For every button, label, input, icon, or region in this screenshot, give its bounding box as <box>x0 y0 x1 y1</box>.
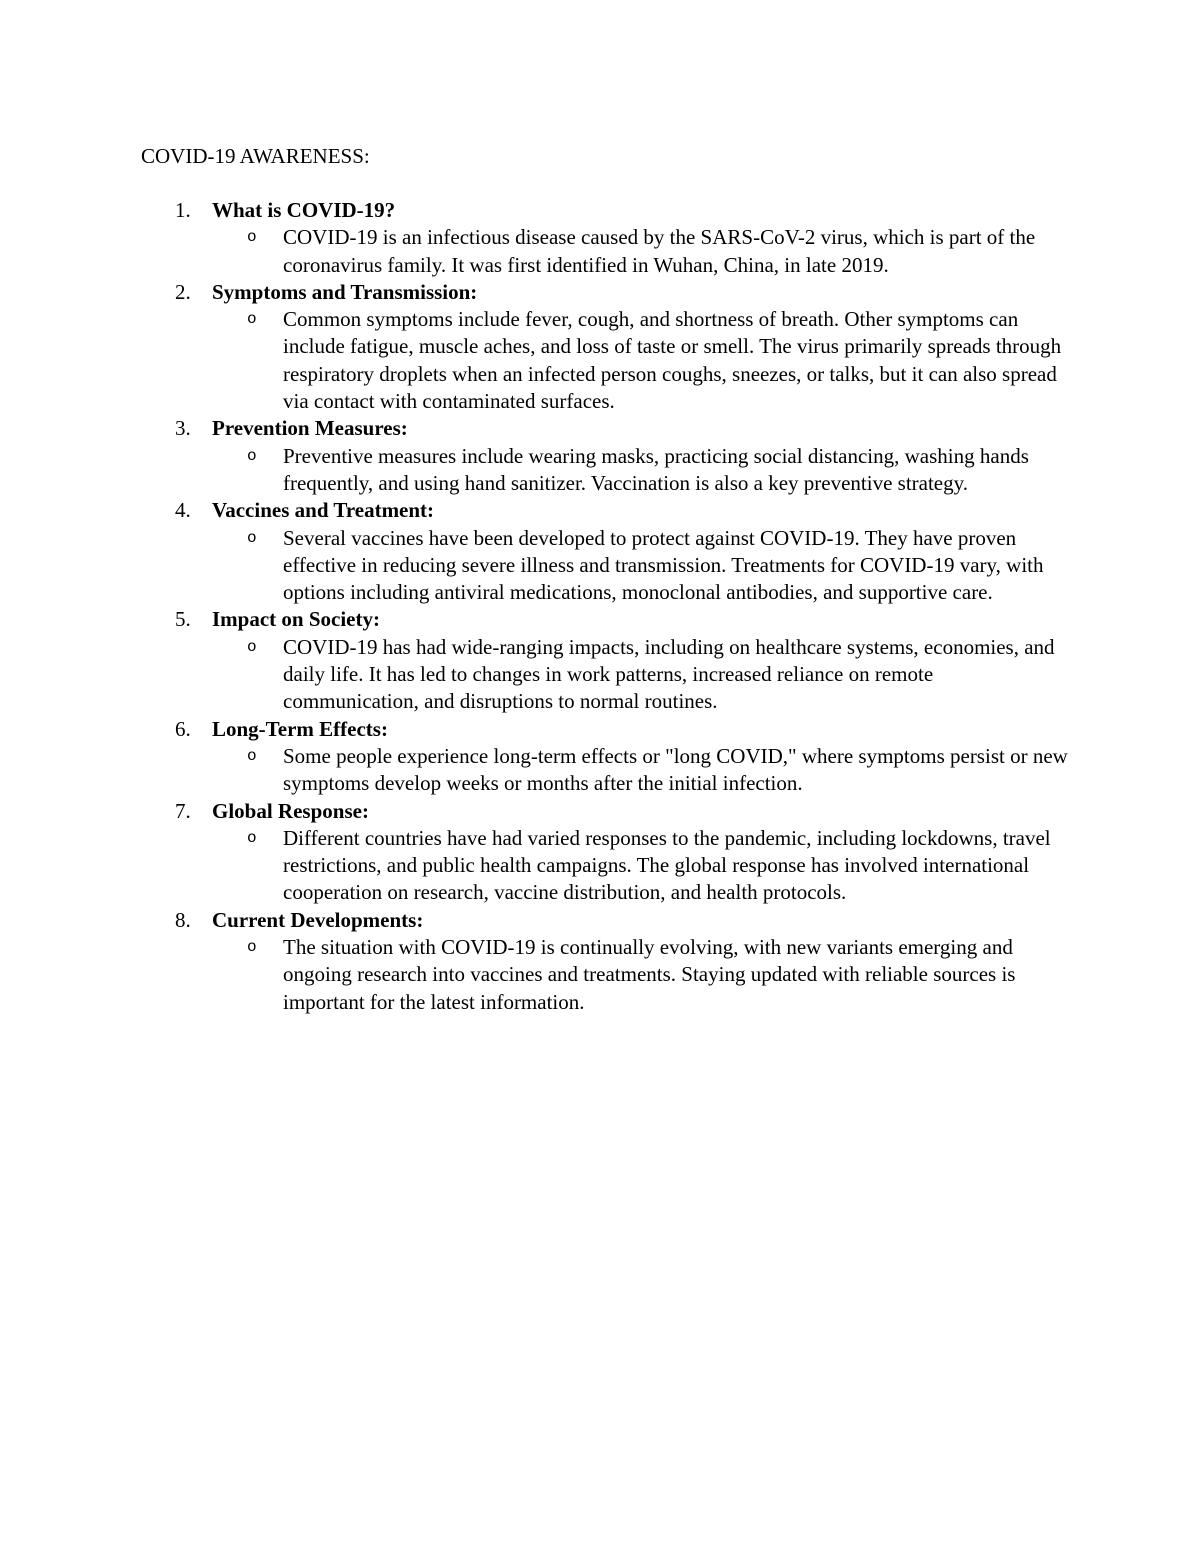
section-list <box>0 197 1200 1016</box>
bullet-list <box>0 525 1200 607</box>
section-number: 2. <box>175 279 191 304</box>
bullet-circle-icon: o <box>247 746 257 765</box>
section-number: 5. <box>175 607 191 632</box>
bullet-item <box>0 934 1200 1016</box>
section-heading: Long-Term Effects: <box>212 716 388 741</box>
bullet-list <box>0 743 1200 798</box>
section-item <box>0 415 1200 497</box>
section-item <box>0 606 1200 715</box>
bullet-text: Several vaccines have been developed to protect against COVID-19. They have proven effective in reducing severe illness and transmission. Treatments for COVID-19 vary, with options including antiviral medications, monoclonal antibodies, and supportive care. <box>283 525 1044 605</box>
bullet-circle-icon: o <box>247 228 257 247</box>
bullet-list <box>0 224 1200 279</box>
bullet-list <box>0 825 1200 907</box>
bullet-item <box>0 306 1200 415</box>
section-item <box>0 497 1200 606</box>
bullet-list <box>0 306 1200 415</box>
bullet-item <box>0 224 1200 279</box>
section-item <box>0 798 1200 907</box>
bullet-circle-icon: o <box>247 310 257 329</box>
bullet-text: COVID-19 has had wide-ranging impacts, including on healthcare systems, economies, and daily life. It has led to changes in work patterns, increased reliance on remote communication, and disruptions to normal routines. <box>283 634 1055 714</box>
bullet-item <box>0 525 1200 607</box>
bullet-item <box>0 634 1200 716</box>
bullet-circle-icon: o <box>247 828 257 847</box>
section-number: 3. <box>175 416 191 441</box>
bullet-circle-icon: o <box>247 637 257 656</box>
bullet-circle-icon: o <box>247 938 257 957</box>
section-item <box>0 716 1200 798</box>
bullet-text: Preventive measures include wearing masks, practicing social distancing, washing hands frequently, and using hand sanitizer. Vaccination is also a key preventive strategy. <box>283 443 1029 495</box>
section-heading: Vaccines and Treatment: <box>212 498 435 523</box>
section-number: 1. <box>175 198 191 222</box>
bullet-item <box>0 443 1200 498</box>
section-number: 4. <box>175 498 191 523</box>
section-heading: What is COVID-19? <box>212 198 396 222</box>
section-heading: Current Developments: <box>212 907 424 932</box>
bullet-list <box>0 634 1200 716</box>
bullet-list <box>0 443 1200 498</box>
bullet-text: Some people experience long-term effects or "long COVID," where symptoms persist or new symptoms develop weeks or months after the initial infection. <box>283 743 1068 796</box>
bullet-item <box>0 743 1200 798</box>
section-heading: Symptoms and Transmission: <box>212 279 478 304</box>
section-heading: Prevention Measures: <box>212 416 408 441</box>
bullet-text: Common symptoms include fever, cough, and shortness of breath. Other symptoms can include fatigue, muscle aches, and loss of taste or smell. The virus primarily spreads through respiratory droplets when an infected person coughs, sneezes, or talks, but it can also spread via contact with contaminated surfaces. <box>283 307 1062 414</box>
bullet-circle-icon: o <box>247 446 257 465</box>
bullet-circle-icon: o <box>247 528 257 547</box>
section-number: 6. <box>175 716 191 741</box>
section-number: 7. <box>175 798 191 823</box>
bullet-text: The situation with COVID-19 is continually evolving, with new variants emerging and ongoing research into vaccines and treatments. Staying updated with reliable sources is important for the latest information. <box>283 935 1016 1014</box>
section-heading: Impact on Society: <box>212 607 380 632</box>
section-number: 8. <box>175 907 191 932</box>
bullet-item <box>0 825 1200 907</box>
bullet-text: Different countries have had varied responses to the pandemic, including lockdowns, travel restrictions, and public health campaigns. The global response has involved international cooperation on research, vaccine distribution, and health protocols. <box>283 825 1051 905</box>
section-heading: Global Response: <box>212 798 369 823</box>
bullet-text: COVID-19 is an infectious disease caused by the SARS-CoV-2 virus, which is part of the coronavirus family. It was first identified in Wuhan, China, in late 2019. <box>283 225 1036 277</box>
bullet-list <box>0 934 1200 1016</box>
section-item <box>0 907 1200 1016</box>
document-title: COVID-19 AWARENESS: <box>141 144 370 168</box>
section-item <box>0 279 1200 415</box>
section-item <box>0 197 1200 279</box>
